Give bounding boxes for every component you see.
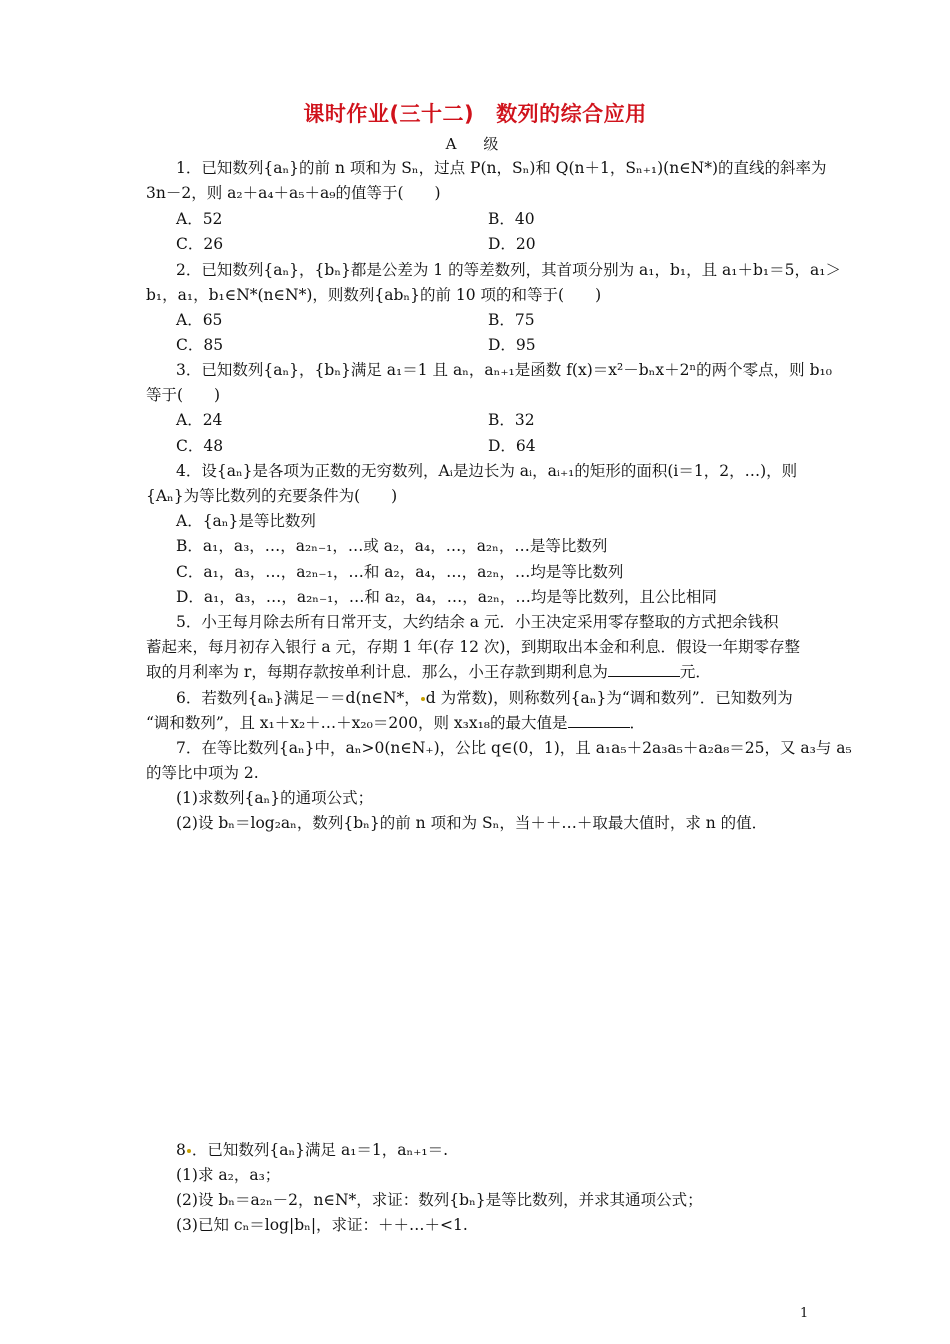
q5-line1: 5．小王每月除去所有日常开支，大约结余 a 元．小王决定采用零存整取的方式把余钱积 <box>176 613 779 631</box>
q8-sub2: (2)设 bₙ＝a₂ₙ－2，n∈N*，求证：数列{bₙ}是等比数列，并求其通项公式； <box>176 1191 703 1209</box>
level-heading: A 级 <box>445 135 505 153</box>
q4-option-a: A．{aₙ}是等比数列 <box>176 512 316 530</box>
title-left: 课时作业(三十二) <box>303 102 475 126</box>
stray-mark-icon <box>421 697 425 701</box>
q1-option-c: C．26 <box>176 235 224 253</box>
q3-option-b: B．32 <box>488 411 535 429</box>
q6-line1-text-b: d 为常数)，则称数列{aₙ}为“调和数列”．已知数列为 <box>425 689 793 707</box>
q4-option-c: C．a₁，a₃，…，a₂ₙ₋₁，…和 a₂，a₄，…，a₂ₙ，…均是等比数列 <box>176 563 624 581</box>
q8-line1-text: ．已知数列{aₙ}满足 a₁＝1，aₙ₊₁＝. <box>191 1141 449 1159</box>
q4-line1: 4．设{aₙ}是各项为正数的无穷数列，Aᵢ是边长为 aᵢ，aᵢ₊₁的矩形的面积(i＝1，2，…)，则 <box>176 462 798 480</box>
q3-line2: 等于( ) <box>146 386 221 404</box>
q4-line2: {Aₙ}为等比数列的充要条件为( ) <box>146 487 398 505</box>
q1-line1: 1．已知数列{aₙ}的前 n 项和为 Sₙ，过点 P(n，Sₙ)和 Q(n＋1，Sₙ₊₁)(n∈N*)的直线的斜率为 <box>176 159 827 177</box>
q5-line3-text: 取的月利率为 r，每期存款按单利计息．那么，小王存款到期利息为 <box>146 663 608 681</box>
page-title <box>0 98 950 128</box>
q2-line2: b₁，a₁，b₁∈N*(n∈N*)，则数列{abₙ}的前 10 项的和等于( ) <box>146 286 602 304</box>
q2-line1: 2．已知数列{aₙ}，{bₙ}都是公差为 1 的等差数列，其首项分别为 a₁，b₁，且 a₁＋b₁＝5，a₁＞ <box>176 261 841 279</box>
q1-line2: 3n－2，则 a₂＋a₄＋a₅＋a₉的值等于( ) <box>146 184 441 202</box>
q3-option-a: A．24 <box>176 411 223 429</box>
q4-option-b: B．a₁，a₃，…，a₂ₙ₋₁，…或 a₂，a₄，…，a₂ₙ，…是等比数列 <box>176 537 608 555</box>
q6-line1 <box>176 688 846 708</box>
q5-line2: 蓄起来，每月初存入银行 a 元，存期 1 年(存 12 次)，到期取出本金和利息．假设一年期零存整 <box>146 638 800 656</box>
q6-line2-end: ． <box>629 714 646 732</box>
q2-option-c: C．85 <box>176 336 224 354</box>
q1-option-b: B．40 <box>488 210 535 228</box>
q6-line2-text: “调和数列”，且 x₁＋x₂＋…＋x₂₀＝200，则 x₃x₁₈的最大值是 <box>146 714 568 732</box>
answer-blank <box>568 713 630 728</box>
q4-option-d: D．a₁，a₃，…，a₂ₙ₋₁，…和 a₂，a₄，…，a₂ₙ，…均是等比数列，且公比相同 <box>176 588 717 606</box>
title-right: 数列的综合应用 <box>496 102 647 126</box>
q8-sub3: (3)已知 cₙ＝log|bₙ|，求证：＋＋…＋<1. <box>176 1216 468 1234</box>
q5-line3 <box>146 662 816 682</box>
q2-option-a: A．65 <box>176 311 223 329</box>
q8-line1 <box>176 1140 846 1160</box>
q3-option-d: D．64 <box>488 437 536 455</box>
page-number: 1 <box>800 1306 809 1321</box>
q8-number: 8 <box>176 1141 186 1159</box>
q6-line2 <box>146 713 816 733</box>
q2-option-b: B．75 <box>488 311 535 329</box>
q7-line2: 的等比中项为 2. <box>146 764 259 782</box>
answer-blank <box>608 662 680 677</box>
q6-line1-text-a: 6．若数列{aₙ}满足－＝d(n∈N*， <box>176 689 420 707</box>
stray-mark-icon <box>187 1149 191 1153</box>
q2-option-d: D．95 <box>488 336 536 354</box>
q1-option-d: D．20 <box>488 235 536 253</box>
q3-line1: 3．已知数列{aₙ}，{bₙ}满足 a₁＝1 且 aₙ，aₙ₊₁是函数 f(x)＝x²－bₙx＋2ⁿ的两个零点，则 b₁₀ <box>176 361 832 379</box>
q8-sub1: (1)求 a₂，a₃； <box>176 1166 281 1184</box>
q7-sub2: (2)设 bₙ＝log₂aₙ，数列{bₙ}的前 n 项和为 Sₙ，当＋＋…＋取最大值时，求 n 的值． <box>176 814 768 832</box>
q5-line3-unit: 元． <box>679 663 711 681</box>
q7-line1: 7．在等比数列{aₙ}中，aₙ>0(n∈N₊)，公比 q∈(0，1)，且 a₁a₅＋2a₃a₅＋a₂a₈＝25，又 a₃与 a₅ <box>176 739 852 757</box>
q3-option-c: C．48 <box>176 437 224 455</box>
q1-option-a: A．52 <box>176 210 223 228</box>
q7-sub1: (1)求数列{aₙ}的通项公式； <box>176 789 374 807</box>
